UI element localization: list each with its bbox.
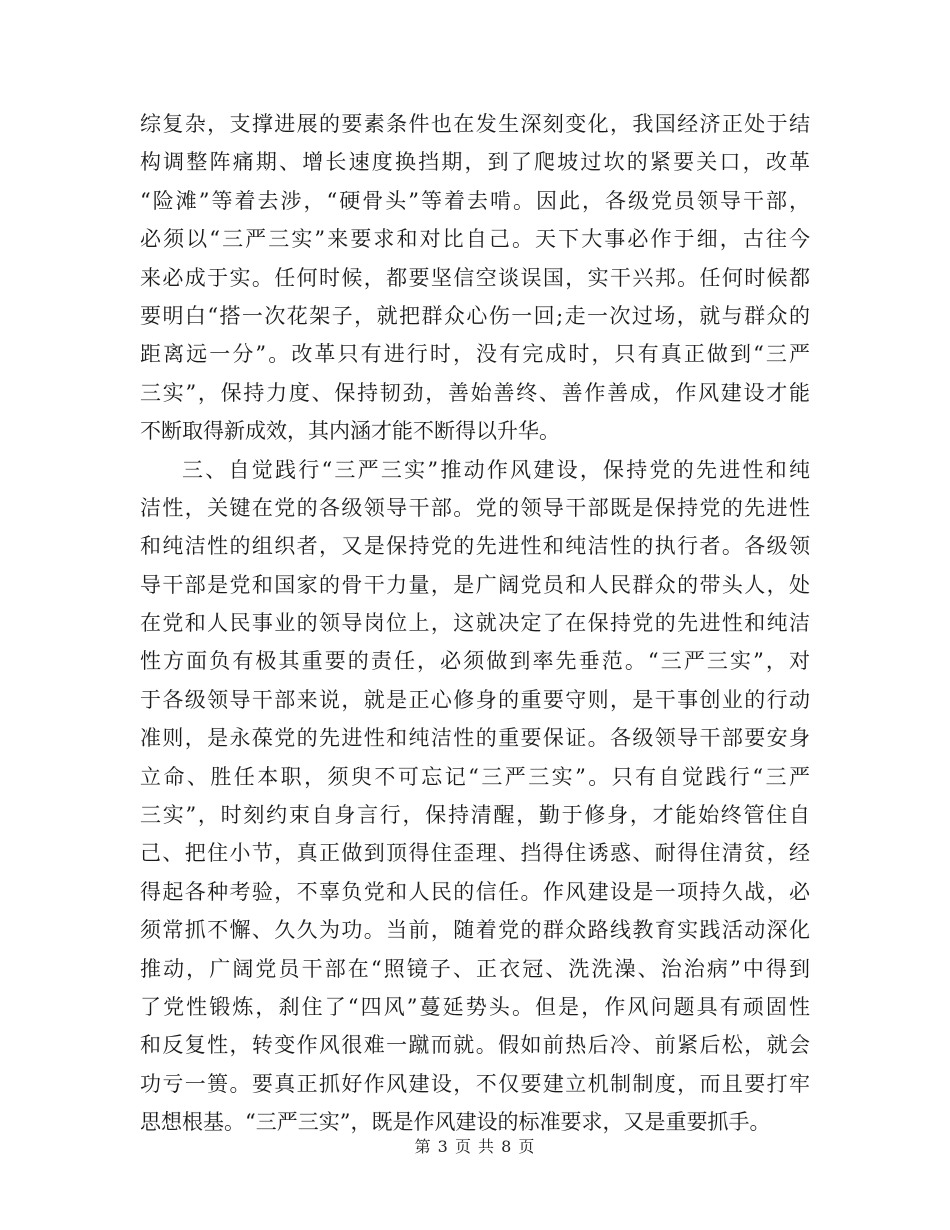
- text-line: 和反复性，转变作风很难一蹴而就。假如前热后冷、前紧后松，就会: [140, 1033, 810, 1058]
- text-line: 来必成于实。任何时候，都要坚信空谈误国，实干兴邦。任何时候都: [140, 265, 810, 290]
- text-line: 功亏一篑。要真正抓好作风建设，不仅要建立机制制度，而且要打牢: [140, 1071, 810, 1096]
- text-line: 三、自觉践行“三严三实”推动作风建设，保持党的先进性和纯: [182, 457, 810, 482]
- text-line: 必须以“三严三实”来要求和对比自己。天下大事必作于细，古往今: [140, 227, 810, 252]
- text-line: 性方面负有极其重要的责任，必须做到率先垂范。“三严三实”，对: [140, 649, 810, 674]
- text-line: 三实”，时刻约束自身言行，保持清醒，勤于修身，才能始终管住自: [140, 803, 810, 828]
- text-line: 三实”，保持力度、保持韧劲，善始善终、善作善成，作风建设才能: [140, 380, 810, 405]
- text-line: 立命、胜任本职，须臾不可忘记“三严三实”。只有自觉践行“三严: [140, 764, 810, 789]
- text-line: 须常抓不懈、久久为功。当前，随着党的群众路线教育实践活动深化: [140, 918, 810, 943]
- text-line: 不断取得新成效，其内涵才能不断得以升华。: [140, 419, 560, 444]
- text-line: 思想根基。“三严三实”，既是作风建设的标准要求，又是重要抓手。: [140, 1110, 771, 1135]
- text-line: 得起各种考验，不辜负党和人民的信任。作风建设是一项持久战，必: [140, 879, 810, 904]
- text-line: 洁性，关键在党的各级领导干部。党的领导干部既是保持党的先进性: [140, 495, 810, 520]
- text-line: 和纯洁性的组织者，又是保持党的先进性和纯洁性的执行者。各级领: [140, 534, 810, 559]
- body-text: [140, 105, 810, 1142]
- page-number-footer: 第 3 页 共 8 页: [414, 1137, 536, 1156]
- paragraph-1: [140, 105, 810, 451]
- text-line: 准则，是永葆党的先进性和纯洁性的重要保证。各级领导干部要安身: [140, 726, 810, 751]
- text-line: 要明白“搭一次花架子，就把群众心伤一回;走一次过场，就与群众的: [140, 303, 810, 328]
- text-line: 了党性锻炼，刹住了“四风”蔓延势头。但是，作风问题具有顽固性: [140, 994, 810, 1019]
- text-line: “险滩”等着去涉，“硬骨头”等着去啃。因此，各级党员领导干部，: [140, 188, 810, 213]
- text-line: 于各级领导干部来说，就是正心修身的重要守则，是干事创业的行动: [140, 687, 810, 712]
- text-line: 在党和人民事业的领导岗位上，这就决定了在保持党的先进性和纯洁: [140, 611, 810, 636]
- text-line: 综复杂，支撑进展的要素条件也在发生深刻变化，我国经济正处于结: [140, 112, 810, 136]
- text-line: 推动，广阔党员干部在“照镜子、正衣冠、洗洗澡、治治病”中得到: [140, 956, 810, 981]
- text-line: 己、把住小节，真正做到顶得住歪理、挡得住诱惑、耐得住清贫，经: [140, 841, 810, 866]
- paragraph-2: [140, 451, 810, 1142]
- text-line: 构调整阵痛期、增长速度换挡期，到了爬坡过坎的紧要关口，改革: [140, 150, 810, 175]
- text-line: 导干部是党和国家的骨干力量，是广阔党员和人民群众的带头人，处: [140, 572, 810, 597]
- text-line: 距离远一分”。改革只有进行时，没有完成时，只有真正做到“三严: [140, 342, 810, 367]
